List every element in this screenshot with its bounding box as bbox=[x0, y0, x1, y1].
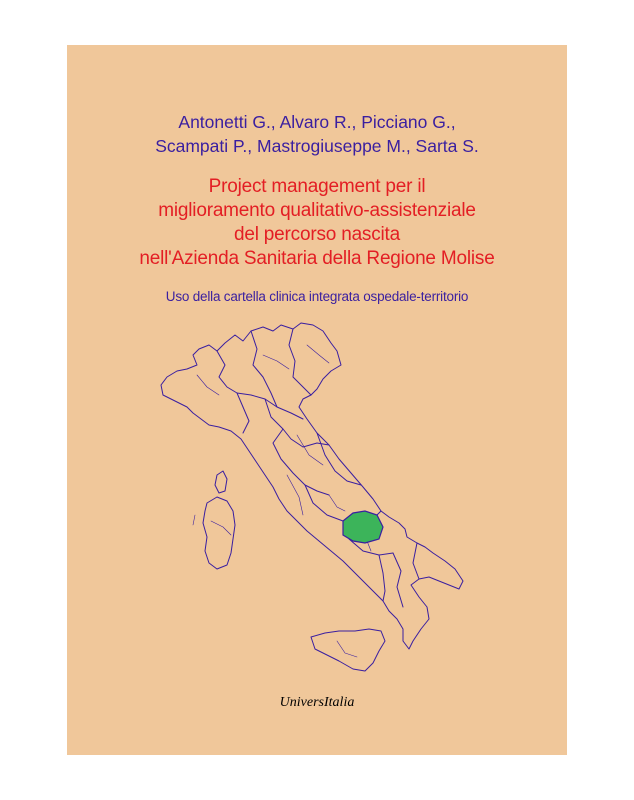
book-subtitle: Uso della cartella clinica integrata ospedale-territorio bbox=[165, 289, 469, 304]
authors-line-2: Scampati P., Mastrogiuseppe M., Sarta S. bbox=[155, 136, 479, 156]
authors-line-1: Antonetti G., Alvaro R., Picciano G., bbox=[178, 112, 456, 132]
sardinia-outline bbox=[203, 497, 235, 569]
corsica-outline bbox=[215, 471, 227, 493]
book-title bbox=[67, 175, 567, 271]
sicily-outline bbox=[311, 629, 385, 671]
molise-region-highlight bbox=[343, 511, 383, 543]
title-line-4: nell'Azienda Sanitaria della Regione Molise bbox=[139, 248, 495, 269]
title-line-1: Project management per il bbox=[208, 176, 426, 197]
italy-map-icon bbox=[67, 315, 567, 695]
publisher-name: UniversItalia bbox=[279, 695, 355, 710]
title-line-3: del percorso nascita bbox=[233, 224, 401, 245]
authors-block bbox=[67, 110, 567, 158]
book-cover bbox=[67, 45, 567, 755]
mainland-outline bbox=[161, 323, 463, 649]
title-line-2: miglioramento qualitativo-assistenziale bbox=[158, 200, 476, 221]
